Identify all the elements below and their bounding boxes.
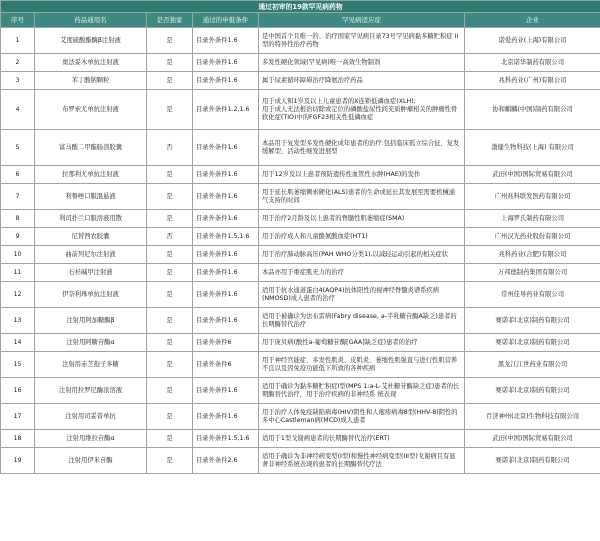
column-header-row (1, 13, 600, 28)
cell-drug-name: 尼替西农胶囊 (35, 228, 147, 246)
table-body (1, 28, 600, 474)
cell-condition: 目录外条件6 (193, 352, 259, 378)
cell-company: 赛诺菲(北京)制药有限公司 (465, 308, 600, 334)
header-no: 序号 (1, 13, 35, 28)
cell-company: 渤健生物科技(上海) 有限公司 (465, 130, 600, 166)
cell-exclusive: 是 (147, 334, 193, 352)
cell-company: 兆科药业(合肥)有限公司 (465, 246, 600, 264)
cell-exclusive: 是 (147, 166, 193, 184)
table-row (1, 90, 600, 130)
header-indication: 罕见病适应症 (259, 13, 465, 28)
cell-exclusive: 是 (147, 378, 193, 404)
table-row (1, 282, 600, 308)
cell-exclusive: 是 (147, 54, 193, 72)
cell-no: 14 (1, 334, 35, 352)
cell-no: 9 (1, 228, 35, 246)
cell-condition: 目录外条件1.5,1.6 (193, 228, 259, 246)
cell-no: 12 (1, 282, 35, 308)
table-row (1, 404, 600, 430)
cell-indication: 本品亦用于重症肌无力的治疗 (259, 264, 465, 282)
cell-no: 18 (1, 430, 35, 448)
cell-drug-name: 奥法妥木单抗注射液 (35, 54, 147, 72)
cell-condition: 目录外条件1.6 (193, 54, 259, 72)
cell-drug-name: 注射用阿糖苷酶α (35, 334, 147, 352)
cell-drug-name: 拉那利尤单抗注射液 (35, 166, 147, 184)
cell-no: 19 (1, 448, 35, 474)
cell-no: 15 (1, 352, 35, 378)
cell-condition: 目录外条件1.5,1.6 (193, 430, 259, 448)
table-row (1, 228, 600, 246)
cell-company: 赛诺菲(北京)制药有限公司 (465, 334, 600, 352)
cell-drug-name: 注射用阿加糖酶β (35, 308, 147, 334)
cell-company: 广州兆科联发医药有限公司 (465, 184, 600, 210)
cell-drug-name: 利司扑兰口服溶液用散 (35, 210, 147, 228)
cell-exclusive: 是 (147, 430, 193, 448)
table-title: 通过初审的19款罕见病药物 (1, 1, 600, 13)
cell-drug-name: 布罗索尤单抗注射液 (35, 90, 147, 130)
cell-company: 万邦德制药集团有限公司 (465, 264, 600, 282)
cell-exclusive: 是 (147, 404, 193, 430)
cell-company: 广州汉光药业股份有限公司 (465, 228, 600, 246)
cell-condition: 目录外条件1.6 (193, 72, 259, 90)
cell-indication: 适用于确诊为黏多糖贮积症I型(MPS 1:a-L-艾杜糖苷酶缺乏症)患者的长期酶替代治疗，用于治疗疾病的非神经系 统表现 (259, 378, 465, 404)
cell-company: 上海罗氏制药有限公司 (465, 210, 600, 228)
cell-exclusive: 是 (147, 352, 193, 378)
cell-condition: 目录外条件1.6 (193, 28, 259, 54)
cell-exclusive: 是 (147, 308, 193, 334)
cell-indication: 适用于确诊为非神经病变型(I型)和慢性神经病变型(III型)戈谢病且有显著非神经系统表现的患者的长期酶替代疗法 (259, 448, 465, 474)
table-row (1, 308, 600, 334)
cell-drug-name: 注射用司妥昔单抗 (35, 404, 147, 430)
cell-no: 8 (1, 210, 35, 228)
cell-no: 17 (1, 404, 35, 430)
cell-no: 2 (1, 54, 35, 72)
cell-no: 5 (1, 130, 35, 166)
cell-condition: 目录外条件1.6 (193, 404, 259, 430)
cell-no: 13 (1, 308, 35, 334)
cell-indication: 用于庞贝病(酸性a-葡萄糖苷酶[GAA]缺乏症)患者的治疗 (259, 334, 465, 352)
cell-company: 协和麒麟(中国)制药有限公司 (465, 90, 600, 130)
cell-exclusive: 否 (147, 228, 193, 246)
cell-exclusive: 是 (147, 184, 193, 210)
cell-drug-name: 伊奈利珠单抗注射液 (35, 282, 147, 308)
table-row (1, 352, 600, 378)
cell-no: 4 (1, 90, 35, 130)
table-row (1, 54, 600, 72)
cell-indication: 用于治疗2月龄及以上患者的脊髓性肌萎缩症(SMA) (259, 210, 465, 228)
header-drug-name: 药品通用名 (35, 13, 147, 28)
cell-indication: 用于延长肌萎缩侧索硬化(ALS)患者的生命或延长其发展至需要机械通气支持的时间 (259, 184, 465, 210)
cell-condition: 目录外条件6 (193, 334, 259, 352)
cell-condition: 目录外条件1.6 (193, 210, 259, 228)
table-row (1, 334, 600, 352)
cell-condition: 目录外条件1.6 (193, 184, 259, 210)
cell-exclusive: 是 (147, 210, 193, 228)
cell-no: 3 (1, 72, 35, 90)
cell-company: 赛诺菲(北京)制药有限公司 (465, 448, 600, 474)
cell-exclusive: 是 (147, 264, 193, 282)
table-row (1, 430, 600, 448)
table-row (1, 130, 600, 166)
table-row (1, 166, 600, 184)
table-row (1, 448, 600, 474)
cell-exclusive: 是 (147, 282, 193, 308)
cell-company: 黑龙江江世药业有限公司 (465, 352, 600, 378)
header-exclusive: 是否独家 (147, 13, 193, 28)
cell-indication: 本品用于复发型多发性硬化成年患者的治疗:包括临床孤立综合征、复发缓解型、活动性继发进展型 (259, 130, 465, 166)
cell-company: 赛诺菲(北京)制药有限公司 (465, 378, 600, 404)
cell-no: 1 (1, 28, 35, 54)
cell-condition: 目录外条件1.6 (193, 166, 259, 184)
table-row (1, 378, 600, 404)
cell-company: 常州佳导药业有限公司 (465, 282, 600, 308)
cell-condition: 目录外条件1.6 (193, 246, 259, 264)
cell-exclusive: 是 (147, 72, 193, 90)
cell-company: 武田(中国)国际贸易有限公司 (465, 166, 600, 184)
cell-indication: 用于治疗人体免疫缺陷病毒(HIV)阴性和人疱疹病毒8型(HHV-8)阴性的多中心Castleman病(MCD)成人患者 (259, 404, 465, 430)
table-row (1, 246, 600, 264)
table-title-row (1, 1, 600, 13)
cell-company: 北京诺华制药有限公司 (465, 54, 600, 72)
cell-condition: 目录外条件1.6 (193, 308, 259, 334)
cell-drug-name: 注射用拉罗尼酶浓溶液 (35, 378, 147, 404)
cell-company: 诺爱药业(上海)有限公司 (465, 28, 600, 54)
cell-condition: 目录外条件1.6 (193, 282, 259, 308)
cell-drug-name: 注射用赤芝孢子多糖 (35, 352, 147, 378)
cell-indication: 适用于1型戈谢病患者的长期酶替代治疗(ERT) (259, 430, 465, 448)
cell-indication: 多发性硬化领域(罕见病)唯一高效生物制剂 (259, 54, 465, 72)
table-row (1, 28, 600, 54)
cell-indication: 适用于被确诊为法布雷病(Fabry disease, a-半乳糖苷酶A缺乏)患者的长期酶替代治疗 (259, 308, 465, 334)
cell-exclusive: 是 (147, 246, 193, 264)
cell-company: 兆科药业(广州)有限公司 (465, 72, 600, 90)
cell-indication: 适用于抗水通道蛋白4(AQP4)抗体阳性的视神经脊髓炎谱系疾病(NMOSD)成人患者的治疗 (259, 282, 465, 308)
cell-condition: 目录外条件1.6 (193, 264, 259, 282)
table-row (1, 210, 600, 228)
cell-no: 10 (1, 246, 35, 264)
cell-no: 16 (1, 378, 35, 404)
cell-company: 百济神州(北京)生物科技有限公司 (465, 404, 600, 430)
cell-no: 6 (1, 166, 35, 184)
cell-exclusive: 是 (147, 28, 193, 54)
cell-indication: 用于12岁及以上患者预防遗传性血管性水肿(HAE)的发作 (259, 166, 465, 184)
cell-exclusive: 否 (147, 130, 193, 166)
cell-indication: 用于治疗成人和儿童酪氨酸血症(HT1) (259, 228, 465, 246)
cell-no: 11 (1, 264, 35, 282)
header-condition: 通过的申报条件 (193, 13, 259, 28)
cell-drug-name: 苯丁酸钠颗粒 (35, 72, 147, 90)
table-row (1, 72, 600, 90)
cell-drug-name: 艾度硫酸酯酶β注射液 (35, 28, 147, 54)
cell-drug-name: 曲前列尼尔注射液 (35, 246, 147, 264)
header-company: 企业 (465, 13, 600, 28)
cell-condition: 目录外条件1.2,1.6 (193, 90, 259, 130)
cell-indication: 用于神经官能症、多发性肌炎、皮肌炎、萎缩性肌强直与进行性肌营养不良以及因免疫功能低下所致的各种疾病 (259, 352, 465, 378)
cell-exclusive: 是 (147, 90, 193, 130)
table-row (1, 184, 600, 210)
cell-indication: 用于成人和1岁及以上儿童患者的X连锁低磷血症(XLH); 用于成人无法根治切除或定位的磷酸盐尿性间充质肿瘤相关的肿瘤性骨软化症(TIO)中的FGF23相关性低磷血症 (259, 90, 465, 130)
cell-drug-name: 注射用伊米苷酶 (35, 448, 147, 474)
cell-indication: 用于治疗肺动脉高压(PAH WHO分类1),以减轻运动引起的相关症状 (259, 246, 465, 264)
cell-indication: 属于尿素循环障碍治疗降氨治疗药品 (259, 72, 465, 90)
cell-condition: 目录外条件1.6 (193, 378, 259, 404)
cell-drug-name: 石杉碱甲注射液 (35, 264, 147, 282)
cell-no: 7 (1, 184, 35, 210)
cell-condition: 目录外条件2.6 (193, 448, 259, 474)
cell-indication: 是中国首个且唯一的、治疗国家罕见病目录73号罕见病黏多糖贮积症 II型的特异性治疗药物 (259, 28, 465, 54)
cell-condition: 目录外条件1.6 (193, 130, 259, 166)
cell-drug-name: 利鲁唑口服混悬液 (35, 184, 147, 210)
cell-company: 武田(中国)国际贸易有限公司 (465, 430, 600, 448)
cell-exclusive: 是 (147, 448, 193, 474)
cell-drug-name: 注射用维拉苷酶α (35, 430, 147, 448)
cell-drug-name: 富马酸二甲酯肠溶胶囊 (35, 130, 147, 166)
table-row (1, 264, 600, 282)
